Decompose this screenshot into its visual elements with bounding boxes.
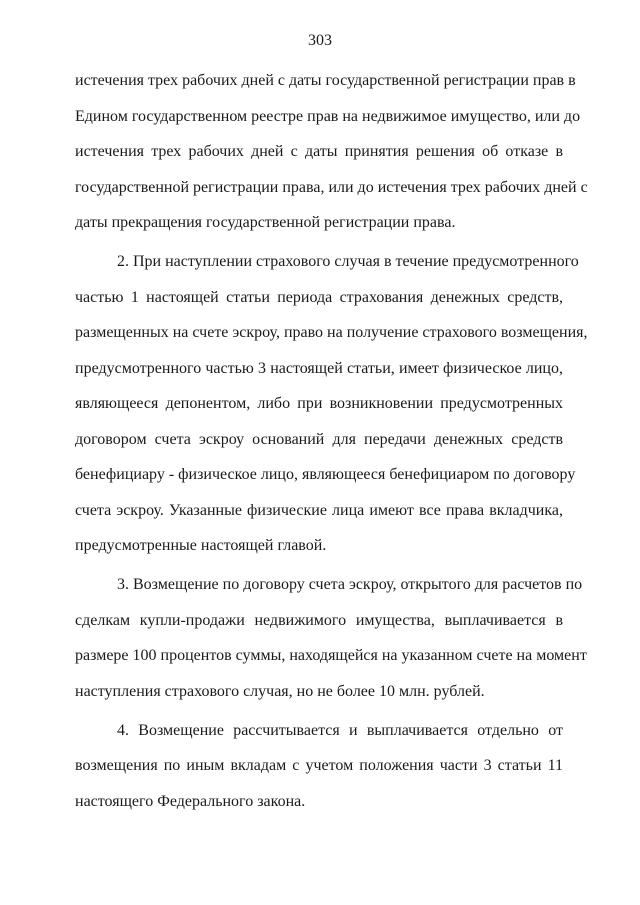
text-line: размещенных на счете эскроу, право на получение страхового возмещения, [75,324,588,341]
text-line: государственной регистрации права, или до истечения трех рабочих дней с [75,178,588,196]
text-line: истечения трех рабочих дней с даты государственной регистрации прав в [75,72,576,89]
text-line: бенефициару - физическое лицо, являющееся бенефициаром по договору [75,466,576,483]
text-line: счета эскроу. Указанные физические лица имеют все права вкладчика, [75,501,563,519]
text-line: размере 100 процентов суммы, находящейся на указанном счете на момент [75,647,587,664]
text-line: Едином государственном реестре прав на недвижимое имущество, или до [75,107,581,125]
text-line: наступления страхового случая, но не более 10 млн. рублей. [75,682,485,700]
page-number: 303 [308,32,332,49]
text-line: 4. Возмещение рассчитывается и выплачивается отдельно от [117,721,563,739]
text-line: 2. При наступлении страхового случая в течение предусмотренного [117,253,579,270]
text-line: возмещения по иным вкладам с учетом положения части 3 статьи 11 [75,757,563,774]
text-line: договором счета эскроу оснований для передачи денежных средств [75,430,563,448]
body-text [75,63,588,819]
text-line: предусмотренные настоящей главой. [75,537,327,554]
text-line: настоящего Федерального закона. [75,792,306,810]
text-line: истечения трех рабочих дней с даты принятия решения об отказе в [75,143,563,160]
text-line: предусмотренного частью 3 настоящей статьи, имеет физическое лицо, [75,359,563,377]
paragraph-2 [75,244,588,564]
text-line: являющееся депонентом, либо при возникновении предусмотренных [75,395,563,412]
text-line: 3. Возмещение по договору счета эскроу, открытого для расчетов по [117,576,583,593]
paragraph-4 [75,713,563,820]
text-line: частью 1 настоящей статьи периода страхования денежных средств, [75,288,563,306]
text-line: даты прекращения государственной регистрации права. [75,214,456,231]
paragraph-1 [75,63,588,241]
text-line: сделкам купли-продажи недвижимого имущества, выплачивается в [75,611,563,629]
paragraph-3 [75,567,587,709]
